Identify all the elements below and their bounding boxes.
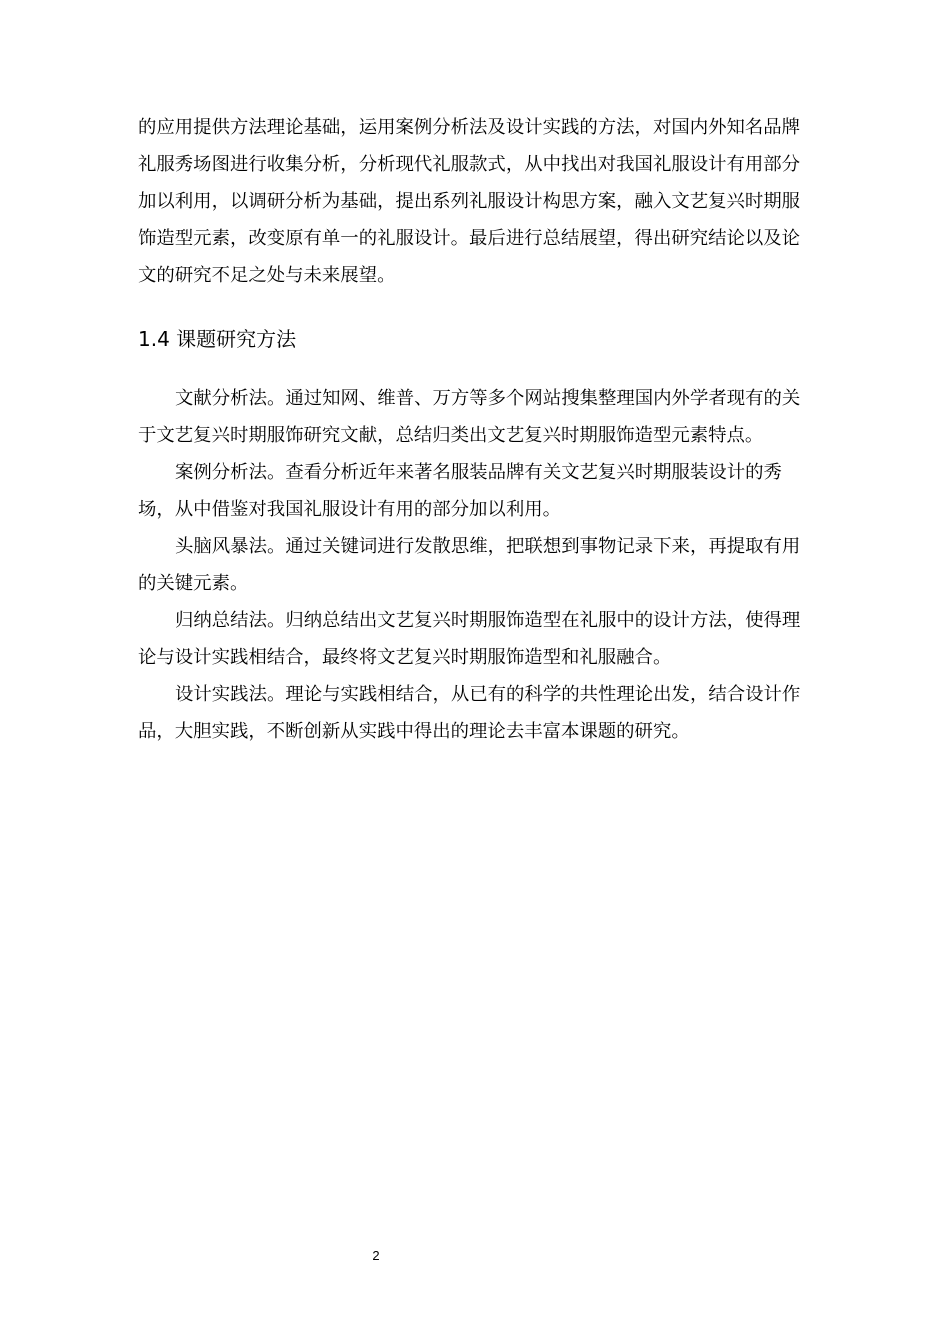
paragraph-line: 归纳总结法。归纳总结出文艺复兴时期服饰造型在礼服中的设计方法，使得理 bbox=[175, 610, 801, 631]
paragraph-line: 饰造型元素，改变原有单一的礼服设计。最后进行总结展望，得出研究结论以及论 bbox=[138, 228, 801, 249]
paragraph-line: 品，大胆实践，不断创新从实践中得出的理论去丰富本课题的研究。 bbox=[138, 721, 690, 742]
paragraph-line: 的关键元素。 bbox=[138, 573, 249, 594]
paragraph-line: 案例分析法。查看分析近年来著名服装品牌有关文艺复兴时期服装设计的秀 bbox=[175, 462, 782, 483]
paragraph-line: 文献分析法。通过知网、维普、万方等多个网站搜集整理国内外学者现有的关 bbox=[175, 388, 801, 409]
paragraph-line: 文的研究不足之处与未来展望。 bbox=[138, 265, 396, 286]
page-number: 2 bbox=[372, 1248, 380, 1263]
paragraph-line: 礼服秀场图进行收集分析，分析现代礼服款式，从中找出对我国礼服设计有用部分 bbox=[138, 154, 801, 175]
paragraph-line: 场，从中借鉴对我国礼服设计有用的部分加以利用。 bbox=[138, 499, 561, 520]
paragraph-line: 加以利用，以调研分析为基础，提出系列礼服设计构思方案，融入文艺复兴时期服 bbox=[138, 191, 801, 212]
paragraph-line: 头脑风暴法。通过关键词进行发散思维，把联想到事物记录下来，再提取有用 bbox=[175, 536, 801, 557]
paragraph-line: 论与设计实践相结合，最终将文艺复兴时期服饰造型和礼服融合。 bbox=[138, 647, 672, 668]
paragraph-line: 的应用提供方法理论基础，运用案例分析法及设计实践的方法，对国内外知名品牌 bbox=[138, 117, 801, 138]
paragraph-line: 于文艺复兴时期服饰研究文献，总结归类出文艺复兴时期服饰造型元素特点。 bbox=[138, 425, 764, 446]
paragraph-line: 设计实践法。理论与实践相结合，从已有的科学的共性理论出发，结合设计作 bbox=[175, 684, 801, 705]
section-heading: 1.4 课题研究方法 bbox=[138, 327, 297, 351]
